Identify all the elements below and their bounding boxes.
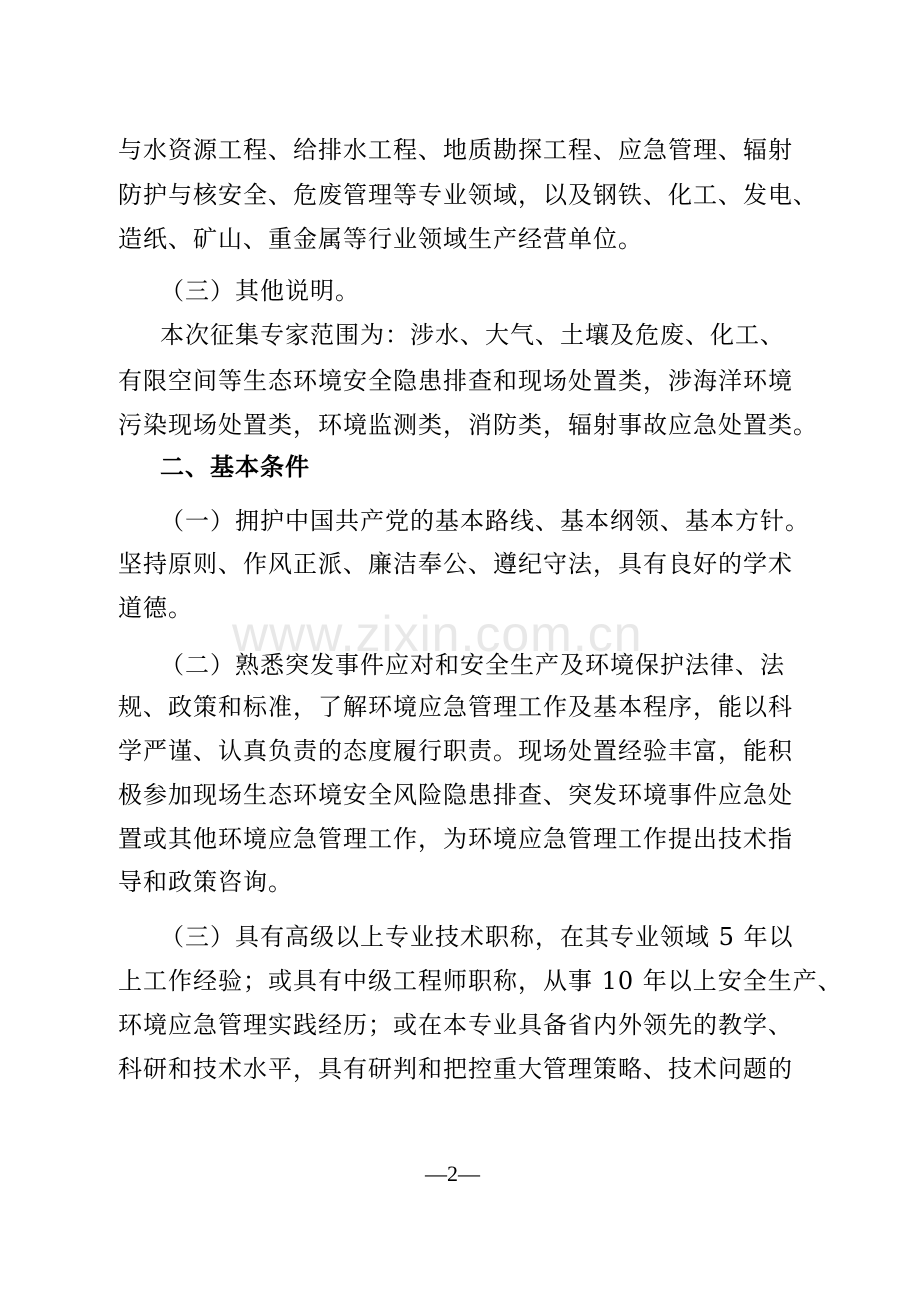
subsection-heading: （三）其他说明。 [160, 277, 360, 305]
body-line: 坚持原则、作风正派、廉洁奉公、遵纪守法，具有良好的学术 [118, 550, 793, 578]
watermark: www.zixin.com.cn [232, 606, 643, 662]
body-line: 导和政策咨询。 [118, 868, 293, 896]
body-line: 规、政策和标准，了解环境应急管理工作及基本程序，能以科 [118, 693, 793, 721]
body-line: 科研和技术水平，具有研判和把控重大管理策略、技术问题的 [118, 1055, 793, 1083]
body-line: 置或其他环境应急管理工作，为环境应急管理工作提出技术指 [118, 825, 793, 853]
body-line: 防护与核安全、危废管理等专业领域，以及钢铁、化工、发电、 [118, 181, 818, 209]
section-heading: 二、基本条件 [160, 453, 310, 481]
body-line: 有限空间等生态环境安全隐患排查和现场处置类，涉海洋环境 [118, 367, 793, 395]
body-line: 与水资源工程、给排水工程、地质勘探工程、应急管理、辐射 [118, 136, 793, 164]
body-line: （三）具有高级以上专业技术职称，在其专业领域 5 年以 [160, 923, 794, 951]
body-line: 极参加现场生态环境安全风险隐患排查、突发环境事件应急处 [118, 781, 793, 809]
body-line: 污染现场处置类，环境监测类，消防类，辐射事故应急处置类。 [118, 411, 818, 439]
body-line: 环境应急管理实践经历；或在本专业具备省内外领先的教学、 [118, 1011, 793, 1039]
body-line: （一）拥护中国共产党的基本路线、基本纲领、基本方针。 [160, 507, 810, 535]
body-line: 学严谨、认真负责的态度履行职责。现场处置经验丰富，能积 [118, 737, 793, 765]
body-line: 造纸、矿山、重金属等行业领域生产经营单位。 [118, 225, 643, 253]
page-number: —2— [425, 1161, 480, 1186]
body-line: 本次征集专家范围为：涉水、大气、土壤及危废、化工、 [160, 321, 785, 349]
body-line: （二）熟悉突发事件应对和安全生产及环境保护法律、法 [160, 651, 785, 679]
body-line: 上工作经验；或具有中级工程师职称，从事 10 年以上安全生产、 [118, 967, 843, 995]
body-line: 道德。 [118, 594, 193, 622]
